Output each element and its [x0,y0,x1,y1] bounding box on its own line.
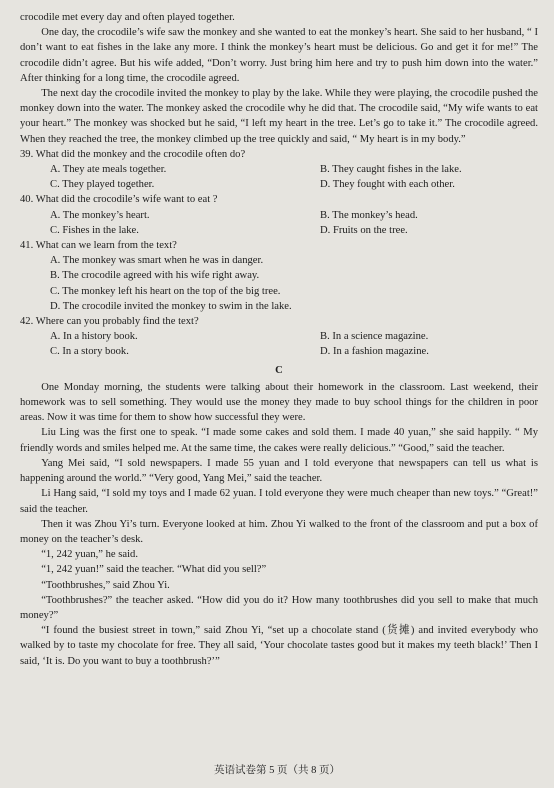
option-c[interactable]: C. They played together. [50,179,155,191]
question-stem: 39. What did the monkey and the crocodile often do? [20,148,246,160]
question-stem: 40. What did the crocodile’s wife want to eat ? [20,194,218,206]
passage-line: crocodile met every day and often played together. [20,12,235,23]
section-title: C [275,364,283,376]
passage-paragraph: “1, 242 yuan!” said the teacher. “What did you sell?” [41,564,267,576]
option-d[interactable]: D. Fruits on the tree. [320,224,408,236]
passage-c [20,380,538,669]
option-d[interactable]: D. The crocodile invited the monkey to swim in the lake. [50,300,292,312]
question-39 [20,147,538,193]
option-b[interactable]: B. In a science magazine. [320,331,429,343]
passage-paragraph: The next day the crocodile invited the monkey to play by the lake. While they were playing, the crocodile pushed the monkey down into the water. The monkey asked the crocodile why he did that. The crocodile said, “My wife wants to eat your heart.” The monkey was shocked but he said, “I left my heart in the tree. Let’s go to take it.” The crocodile agreed. When they reached the tree, the monkey climbed up the tree quickly and said, “ My heart is in my body.” [20,88,538,145]
passage-paragraph: “Toothbrushes,” said Zhou Yi. [41,579,170,591]
passage-paragraph: “Toothbrushes?” the teacher asked. “How did you do it? How many toothbrushes did you sell to make that much money?” [20,594,538,621]
option-b[interactable]: B. The crocodile agreed with his wife right away. [50,270,260,282]
question-41 [20,238,538,314]
option-c[interactable]: C. Fishes in the lake. [50,224,139,236]
page-footer: 英语试卷第 5 页（共 8 页） [214,764,340,776]
option-c[interactable]: C. The monkey left his heart on the top of the big tree. [50,285,281,297]
option-a[interactable]: A. They ate meals together. [50,164,167,176]
passage-paragraph: Then it was Zhou Yi’s turn. Everyone looked at him. Zhou Yi walked to the front of the classroom and put a box of money on the teacher’s desk. [20,518,538,545]
option-d[interactable]: D. In a fashion magazine. [320,346,429,358]
passage-paragraph: Yang Mei said, “I sold newspapers. I made 55 yuan and I told everyone that newspapers can tell us what is happening around the world.” “Very good, Yang Mei,” said the teacher. [20,457,538,485]
option-a[interactable]: A. The monkey’s heart. [50,209,150,221]
question-stem: 42. Where can you probably find the text? [20,316,199,328]
passage-paragraph: Li Hang said, “I sold my toys and I made 62 yuan. I told everyone they were much cheaper than new toys.” “Great!” said the teacher. [20,488,538,515]
passage-paragraph: One day, the crocodile’s wife saw the monkey and she wanted to eat the monkey’s heart. She said to her husband, “ I don’t want to eat fishes in the lake any more. I think the monkey’s heart must be delicious. Go and get it for me!” The crocodile didn’t agree. But his wife added, “Don’t worry. Just bring him here and try to push him down into the water.” After thinking for a long time, the crocodile agreed. [20,27,538,84]
option-d[interactable]: D. They fought with each other. [320,179,455,191]
question-40 [20,192,538,238]
option-a[interactable]: A. In a history book. [50,331,138,343]
question-stem: 41. What can we learn from the text? [20,240,177,252]
question-42 [20,314,538,360]
option-b[interactable]: B. The monkey’s head. [320,209,418,221]
option-c[interactable]: C. In a story book. [50,346,129,358]
option-a[interactable]: A. The monkey was smart when he was in danger. [50,255,264,267]
passage-paragraph: “1, 242 yuan,” he said. [41,549,138,561]
option-b[interactable]: B. They caught fishes in the lake. [320,164,462,176]
passage-paragraph: Liu Ling was the first one to speak. “I made some cakes and sold them. I made 40 yuan,” she said happily. “ My friendly words and smiles helped me. At the same time, the cakes were really delicious.” “Good,” said the teacher. [20,427,538,454]
passage-paragraph: One Monday morning, the students were talking about their homework in the classroom. Last weekend, their homework was to sell something. They would use the money they made to buy school things for the children in poor areas. Now it was time for them to show how successful they were. [20,381,538,424]
passage-paragraph: “I found the busiest street in town,” said Zhou Yi, “set up a chocolate stand (货摊) and invited everybody who walked by to taste my chocolate for free. They all said, ‘Your chocolate tastes good but it makes my teeth black!’ Then I said, ‘It is. Do you want to buy a toothbrush?’” [20,625,538,667]
